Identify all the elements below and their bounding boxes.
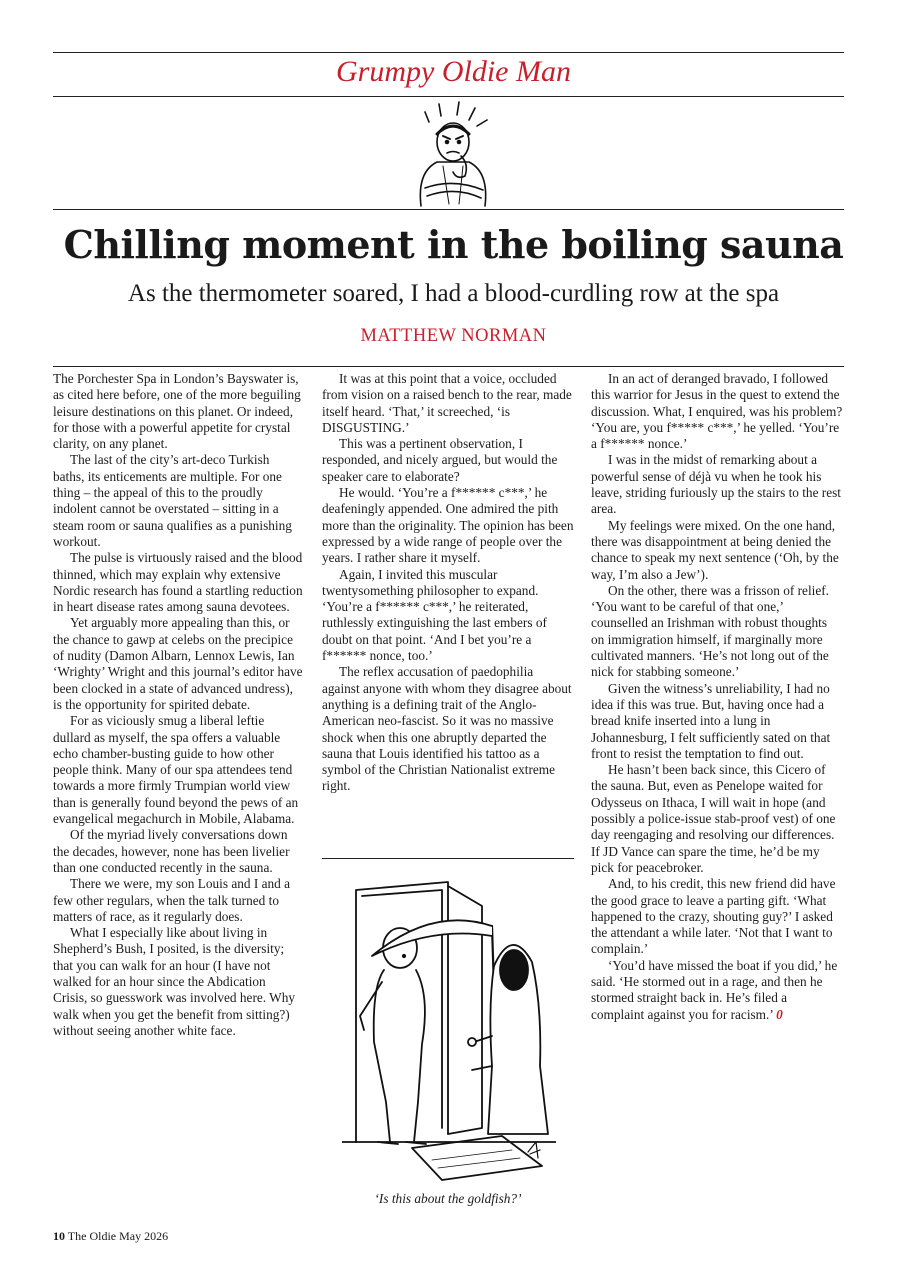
final-paragraph bbox=[591, 958, 843, 1023]
article-column-3 bbox=[591, 371, 843, 1023]
paragraph: My feelings were mixed. On the one hand, there was disappointment at being denied the chance to speak my next sentence (‘Oh, by the way, I’m also a Jew’). bbox=[591, 517, 839, 582]
paragraph: Of the myriad lively conversations down the decades, however, none has been livelier than one conducted recently in the sauna. bbox=[53, 827, 290, 875]
cartoon-top-rule bbox=[322, 858, 574, 859]
paragraph: It was at this point that a voice, occluded from vision on a raised bench to the rear, made itself heard. ‘That,’ it screeched, ‘is DISGUSTING.’ bbox=[322, 371, 572, 435]
end-mark-icon: 0 bbox=[776, 1006, 783, 1022]
paragraph: And, to his credit, this new friend did have the good grace to leave a parting gift. ‘What happened to the crazy, shouting guy?’ I asked the attendant a while later. ‘Not that I want to complain.’ bbox=[591, 876, 836, 957]
paragraph: This was a pertinent observation, I responded, and nicely argued, but would the speaker care to elaborate? bbox=[322, 436, 558, 484]
paragraph: What I especially like about living in Shepherd’s Bush, I posited, is the diversity; that you can walk for an hour (I have not walked for an hour since the Abdication Crisis, so guesswork was involved here. Why walk when you get the benefit from sitting?) without seeing another white face. bbox=[53, 925, 296, 1038]
byline: MATTHEW NORMAN bbox=[360, 326, 547, 346]
paragraph: There we were, my son Louis and I and a few other regulars, when the talk turned to matters of race, as it regularly does. bbox=[53, 876, 291, 924]
paragraph: He would. ‘You’re a f****** c***,’ he deafeningly appended. One admired the pith more than the originality. The opinion has been expressed by a wide range of people over the years. I rather share it myself. bbox=[322, 485, 574, 566]
article-column-1 bbox=[53, 371, 303, 1039]
paragraph: For as viciously smug a liberal leftie dullard as myself, the spa offers a valuable echo chamber-busting guide to how other people think. Many of our spa attendees tend towards a more firmly Trumpian world view than is generally found beyond the pews of an evangelical megachurch in Mobile, Alabama. bbox=[53, 713, 299, 827]
paragraph-text: ‘You’d have missed the boat if you did,’ he said. ‘He stormed out in a rage, and then he stormed straight back in. He’s filed a complaint against you for racism.’ bbox=[591, 957, 838, 1022]
paragraph: On the other, there was a frisson of relief. ‘You want to be careful of that one,’ counselled an Irishman with robust thoughts on immigration himself, if marginally more cultivated manners. ‘He’s not long out of the nick for stabbing someone.’ bbox=[591, 582, 830, 680]
paragraph: The last of the city’s art-deco Turkish baths, its enticements are multiple. For one thing – the appeal of this to the proudly indolent cannot be overstated – sitting in a steam room or sauna qualifies as a punishing workout. bbox=[53, 452, 292, 549]
article-column-2 bbox=[322, 371, 574, 795]
paragraph: The reflex accusation of paedophilia against anyone with whom they disagree about anything is a defining trait of the Anglo-American neo-fascist. So it was no massive shock when this one abruptly departed the sauna that Louis identified his tattoo as a symbol of the Christian Nationalist extreme right. bbox=[322, 664, 572, 794]
publication-date: The Oldie May 2026 bbox=[67, 1229, 169, 1243]
column-name: Grumpy Oldie Man bbox=[336, 55, 571, 88]
standfirst: As the thermometer soared, I had a blood-curdling row at the spa bbox=[127, 280, 780, 307]
byline-rule bbox=[53, 366, 844, 367]
paragraph: Given the witness’s unreliability, I had no idea if this was true. But, having once had a bread knife inserted into a lung in Johannesburg, I felt sufficiently sated on that front to resist the temptation to find out. bbox=[591, 680, 831, 761]
top-rule bbox=[53, 52, 844, 53]
grim-reaper-cartoon bbox=[342, 866, 556, 1184]
header-bottom-rule bbox=[53, 209, 844, 210]
paragraph: Again, I invited this muscular twentysomething philosopher to expand. ‘You’re a f****** c***,’ he reiterated, ruthlessly extinguishing the last embers of doubt on that point. ‘And I bet you’re a f****** nonce, too.’ bbox=[322, 566, 547, 664]
page-number: 10 bbox=[53, 1229, 65, 1243]
grumpy-man-illustration bbox=[403, 100, 505, 208]
paragraph: In an act of deranged bravado, I followed this warrior for Jesus in the quest to extend the discussion. What, I enquired, was his problem? ‘You are, you f***** c***,’ he yelled. ‘You’re a f****** nonce.’ bbox=[591, 371, 843, 452]
paragraph: Yet arguably more appealing than this, or the chance to gawp at celebs on the precipice of nudity (Damon Albarn, Lennox Lewis, Ian ‘Wrighty’ Wright and this journal’s editor have been clocked in a state of advanced undress), is the opportunity for spirited debate. bbox=[53, 615, 303, 712]
paragraph: I was in the midst of remarking about a powerful sense of déjà vu when he took his leave, striding furiously up the stairs to the rest area. bbox=[591, 452, 842, 517]
cartoon-caption: ‘Is this about the goldfish?’ bbox=[374, 1191, 522, 1206]
column-name-underline bbox=[53, 96, 844, 97]
paragraph: The pulse is virtuously raised and the blood thinned, which may explain why extensive Nordic research has found a startling reduction in heart disease rates among sauna devotees. bbox=[53, 550, 303, 615]
page-footer bbox=[53, 1229, 168, 1244]
headline: Chilling moment in the boiling sauna bbox=[63, 222, 844, 267]
paragraph: He hasn’t been back since, this Cicero of the sauna. But, even as Penelope waited for Odysseus on Ithaca, I will wait in hope (and possibly a police-issue stab-proof vest) of one day reengaging and resolving our differences. If JD Vance can spare the time, he’d be my pick for peacebroker. bbox=[591, 762, 836, 875]
paragraph: The Porchester Spa in London’s Bayswater is, as cited here before, one of the more beguiling leisure destinations on this planet. Or indeed, for those with a powerful appetite for crystal clarity, on any planet. bbox=[53, 371, 301, 452]
